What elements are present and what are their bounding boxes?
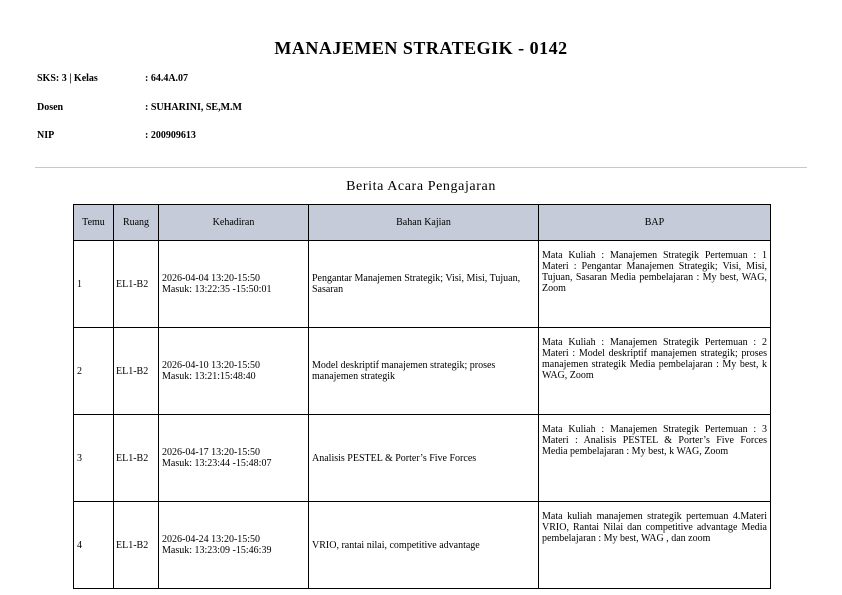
cell-bap: Mata kuliah manajemen strategik pertemuan 4.Materi VRIO, Rantai Nilai dan competitive advantage Media pembelajaran : My best, WAG , dan zoom <box>539 502 771 589</box>
header-temu: Temu <box>74 205 114 241</box>
kehadiran-jadwal: 2026-04-10 13:20-15:50 <box>162 360 261 371</box>
section-title: Berita Acara Pengajaran <box>346 179 496 194</box>
kehadiran-jadwal: 2026-04-17 13:20-15:50 <box>162 447 261 458</box>
header-bap: BAP <box>539 205 771 241</box>
table-row <box>74 328 771 415</box>
cell-kehadiran <box>159 328 309 415</box>
cell-bap: Mata Kuliah : Manajemen Strategik Pertemuan : 2 Materi : Model deskriptif manajemen strategik; proses manajemen strategik Media pembelajaran : My best, k WAG, Zoom <box>539 328 771 415</box>
meta-value: : SUHARINI, SE,M.M <box>145 102 242 113</box>
table-row <box>74 241 771 328</box>
cell-temu: 3 <box>74 415 114 502</box>
divider <box>35 167 807 168</box>
meta-label: NIP <box>37 130 55 141</box>
table-row <box>74 415 771 502</box>
cell-bahan-kajian: VRIO, rantai nilai, competitive advantage <box>309 502 539 589</box>
meta-value: : 64.4A.07 <box>145 73 189 84</box>
cell-ruang: EL1-B2 <box>114 415 159 502</box>
cell-temu: 1 <box>74 241 114 328</box>
cell-kehadiran <box>159 241 309 328</box>
document-title: MANAJEMEN STRATEGIK - 0142 <box>274 38 568 58</box>
cell-bahan-kajian: Pengantar Manajemen Strategik; Visi, Misi, Tujuan, Sasaran <box>309 241 539 328</box>
cell-ruang: EL1-B2 <box>114 328 159 415</box>
cell-kehadiran <box>159 502 309 589</box>
cell-bahan-kajian: Model deskriptif manajemen strategik; proses manajemen strategik <box>309 328 539 415</box>
cell-kehadiran <box>159 415 309 502</box>
kehadiran-masuk: Masuk: 13:23:09 -15:46:39 <box>162 545 272 556</box>
header-kehadiran: Kehadiran <box>159 205 309 241</box>
header-bahan-kajian: Bahan Kajian <box>309 205 539 241</box>
kehadiran-jadwal: 2026-04-24 13:20-15:50 <box>162 534 261 545</box>
kehadiran-jadwal: 2026-04-04 13:20-15:50 <box>162 273 261 284</box>
kehadiran-masuk: Masuk: 13:21:15:48:40 <box>162 371 256 382</box>
cell-bap: Mata Kuliah : Manajemen Strategik Pertemuan : 3 Materi : Analisis PESTEL & Porter’s Five Forces Media pembelajaran : My best, k WAG, Zoom <box>539 415 771 502</box>
meta-label: SKS: 3 | Kelas <box>37 73 98 84</box>
cell-ruang: EL1-B2 <box>114 502 159 589</box>
table-header-row <box>74 205 771 241</box>
cell-bap: Mata Kuliah : Manajemen Strategik Pertemuan : 1 Materi : Pengantar Manajemen Strategik; Visi, Misi, Tujuan, Sasaran Media pembelajaran : My best, WAG, Zoom <box>539 241 771 328</box>
cell-ruang: EL1-B2 <box>114 241 159 328</box>
meta-value: : 200909613 <box>145 130 196 141</box>
bap-table <box>73 204 771 589</box>
meta-label: Dosen <box>37 102 64 113</box>
kehadiran-masuk: Masuk: 13:22:35 -15:50:01 <box>162 284 272 295</box>
cell-temu: 4 <box>74 502 114 589</box>
cell-bahan-kajian: Analisis PESTEL & Porter’s Five Forces <box>309 415 539 502</box>
kehadiran-masuk: Masuk: 13:23:44 -15:48:07 <box>162 458 272 469</box>
cell-temu: 2 <box>74 328 114 415</box>
table-row <box>74 502 771 589</box>
header-ruang: Ruang <box>114 205 159 241</box>
